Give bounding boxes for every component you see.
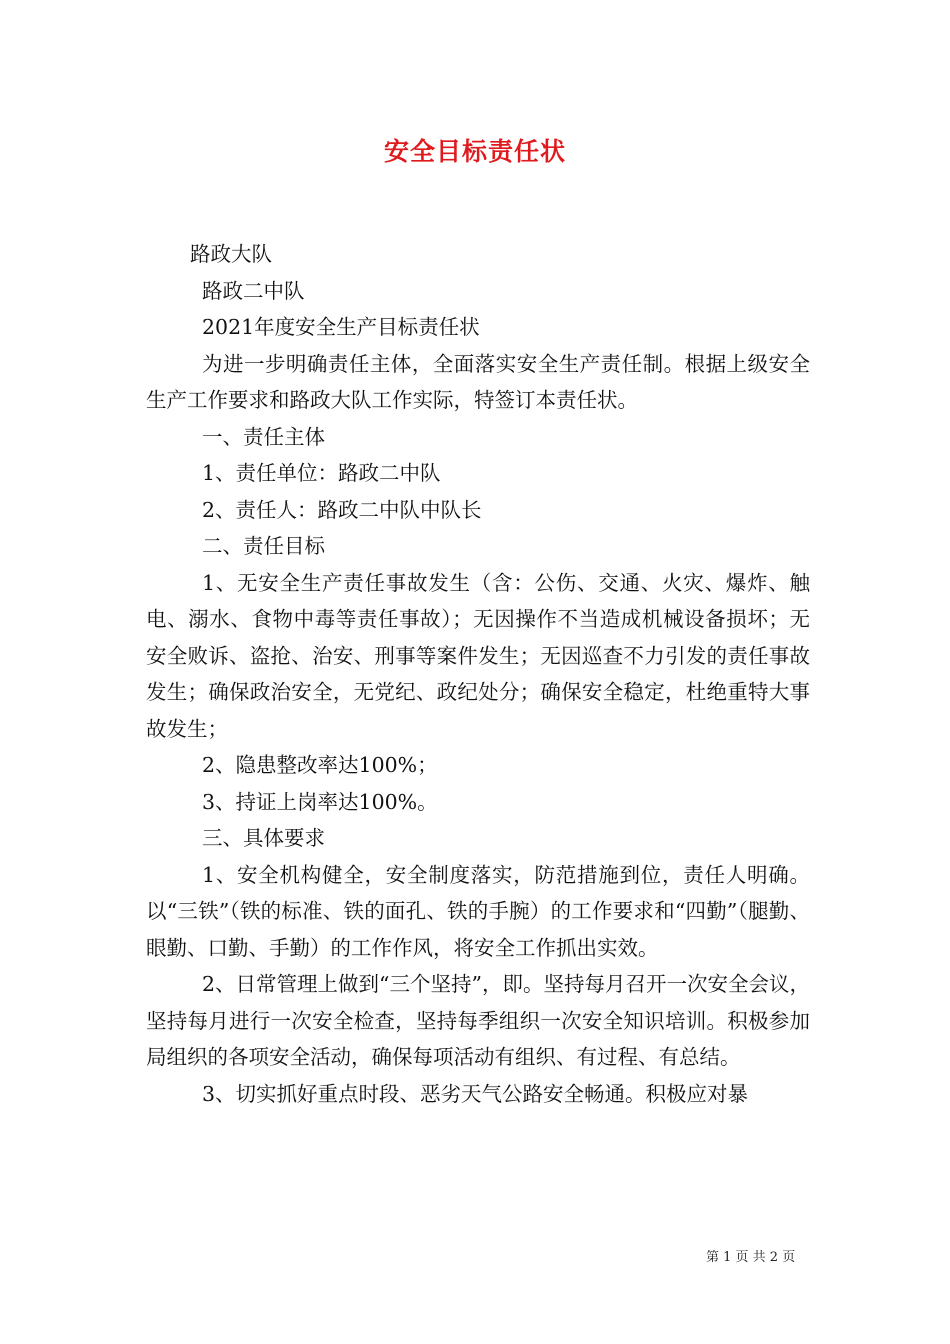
- paragraph-heading: 2021年度安全生产目标责任状: [202, 315, 480, 339]
- section-heading-3: 三、具体要求: [202, 826, 325, 850]
- document-body: [146, 236, 810, 1112]
- list-item: 3、切实抓好重点时段、恶劣天气公路安全畅通。积极应对暴: [202, 1081, 749, 1106]
- section-heading-2: 二、责任目标: [202, 534, 325, 558]
- paragraph-intro: 为进一步明确责任主体，全面落实安全生产责任制。根据上级安全生产工作要求和路政大队工作实际，特签订本责任状。: [146, 351, 810, 412]
- list-item: 1、安全机构健全，安全制度落实，防范措施到位，责任人明确。以“三铁”（铁的标准、铁的面孔、铁的手腕）的工作要求和“四勤”（腿勤、眼勤、口勤、手勤）的工作作风，将安全工作抓出实效。: [146, 862, 810, 960]
- list-item: 1、责任单位：路政二中队: [202, 461, 441, 485]
- list-item: 3、持证上岗率达100%。: [202, 789, 438, 814]
- list-item: 2、日常管理上做到“三个坚持”，即。坚持每月召开一次安全会议，坚持每月进行一次安全检查，坚持每季组织一次安全知识培训。积极参加局组织的各项安全活动，确保每项活动有组织、有过程、有总结。: [146, 972, 811, 1069]
- section-heading-1: 一、责任主体: [202, 424, 325, 449]
- list-item: 1、无安全生产责任事故发生（含：公伤、交通、火灾、爆炸、触电、溺水、食物中毒等责任事故）；无因操作不当造成机械设备损坏；无安全败诉、盗抢、治安、刑事等案件发生；无因巡查不力引发的责任事故发生；确保政治安全，无党纪、政纪处分；确保安全稳定，杜绝重特大事故发生；: [146, 570, 810, 741]
- paragraph-subunit: 路政二中队: [202, 278, 305, 303]
- list-item: 2、责任人：路政二中队中队长: [202, 497, 482, 522]
- document-title: 安全目标责任状: [383, 137, 566, 166]
- page-number: 第 1 页 共 2 页: [706, 1250, 796, 1265]
- list-item: 2、隐患整改率达100%；: [202, 753, 438, 777]
- paragraph-unit: 路政大队: [190, 242, 272, 266]
